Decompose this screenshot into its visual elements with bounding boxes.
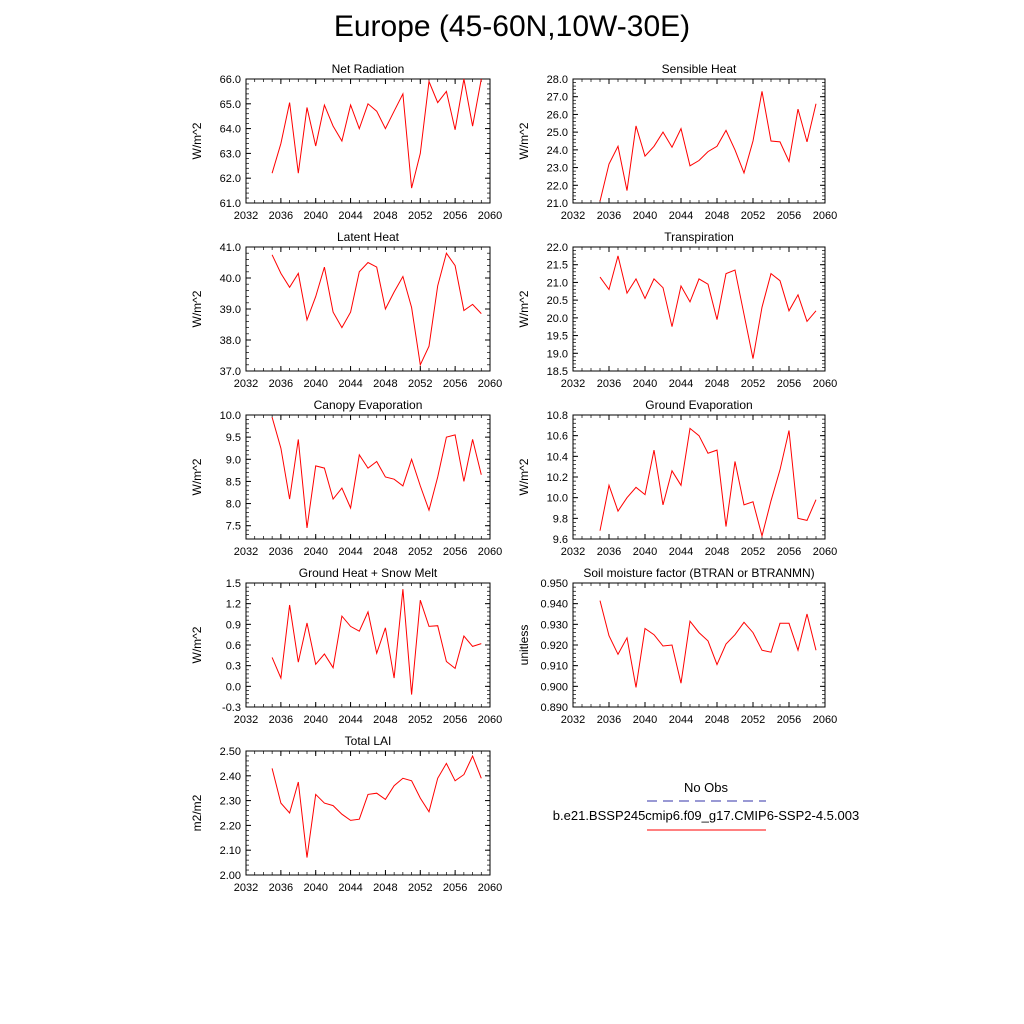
- y-tick-label: 61.0: [219, 198, 241, 210]
- x-tick-label: 2036: [596, 714, 622, 726]
- y-axis-label: unitless: [517, 624, 531, 666]
- panel-title: Soil moisture factor (BTRAN or BTRANMN): [583, 566, 815, 580]
- y-tick-label: 38.0: [219, 335, 241, 347]
- panel-1: [517, 62, 837, 222]
- legend-obs-label: No Obs: [683, 780, 729, 795]
- panel-0: [190, 62, 502, 222]
- panel-4: [190, 398, 502, 558]
- y-tick-label: 2.40: [219, 770, 241, 783]
- y-tick-label: 0.900: [540, 681, 568, 694]
- y-tick-label: 21.0: [546, 277, 568, 290]
- y-tick-label: 62.0: [219, 173, 241, 186]
- x-tick-label: 2032: [233, 378, 259, 390]
- x-tick-label: 2044: [338, 714, 363, 726]
- plot-frame: [246, 751, 490, 875]
- x-tick-label: 2040: [303, 378, 328, 390]
- x-tick-label: 2040: [632, 714, 658, 726]
- y-axis-label: W/m^2: [190, 290, 204, 328]
- x-tick-label: 2032: [560, 546, 586, 558]
- y-tick-label: 27.0: [546, 91, 568, 104]
- x-tick-label: 2048: [373, 714, 398, 726]
- x-tick-label: 2044: [338, 210, 363, 222]
- y-tick-label: 21.0: [546, 198, 568, 210]
- plot-frame: [246, 415, 490, 539]
- series-line: [600, 601, 816, 688]
- y-tick-label: 19.5: [546, 330, 568, 343]
- x-tick-label: 2048: [704, 378, 730, 390]
- x-tick-label: 2052: [408, 714, 433, 726]
- y-axis-label: W/m^2: [190, 458, 204, 496]
- legend-model-label: b.e21.BSSP245cmip6.f09_g17.CMIP6-SSP2-4.5.003: [552, 808, 860, 823]
- plot-frame: [246, 247, 490, 371]
- y-tick-label: 10.4: [546, 451, 568, 464]
- panel-title: Net Radiation: [331, 62, 405, 76]
- x-tick-label: 2056: [442, 546, 468, 558]
- y-axis-label: W/m^2: [517, 290, 531, 328]
- panel-title: Total LAI: [344, 734, 392, 748]
- x-tick-label: 2040: [303, 546, 328, 558]
- x-tick-label: 2032: [233, 882, 259, 894]
- x-tick-label: 2056: [776, 378, 802, 390]
- series-line: [600, 256, 816, 359]
- x-tick-label: 2040: [303, 714, 328, 726]
- panel-8: [190, 734, 502, 894]
- x-tick-label: 2036: [268, 882, 294, 894]
- y-tick-label: 39.0: [219, 304, 241, 316]
- x-tick-label: 2052: [740, 210, 766, 222]
- y-tick-label: 21.5: [546, 259, 568, 272]
- panel-3: [517, 230, 837, 390]
- y-tick-label: 0.3: [225, 660, 241, 673]
- y-tick-label: 2.10: [219, 845, 241, 858]
- y-tick-label: 9.0: [225, 454, 241, 467]
- x-tick-label: 2036: [596, 546, 622, 558]
- plot-frame: [573, 79, 825, 203]
- x-tick-label: 2052: [408, 210, 433, 222]
- y-tick-label: 24.0: [546, 144, 568, 157]
- x-tick-label: 2056: [442, 210, 468, 222]
- x-tick-label: 2036: [268, 546, 294, 558]
- y-tick-label: 0.910: [540, 660, 568, 673]
- plot-frame: [573, 247, 825, 371]
- x-tick-label: 2036: [268, 714, 294, 726]
- panel-2: [190, 230, 502, 390]
- x-tick-label: 2032: [233, 210, 259, 222]
- y-tick-label: -0.3: [222, 702, 241, 714]
- y-tick-label: 66.0: [219, 74, 241, 86]
- panel-title: Transpiration: [664, 230, 734, 244]
- x-tick-label: 2032: [560, 714, 586, 726]
- x-tick-label: 2056: [442, 714, 468, 726]
- x-tick-label: 2052: [740, 714, 766, 726]
- x-tick-label: 2044: [338, 546, 363, 558]
- panel-title: Sensible Heat: [661, 62, 737, 76]
- x-tick-label: 2052: [408, 882, 433, 894]
- y-tick-label: 8.0: [225, 498, 241, 511]
- y-tick-label: 0.9: [225, 619, 241, 632]
- y-tick-label: 26.0: [546, 109, 568, 122]
- y-tick-label: 1.2: [225, 598, 241, 611]
- x-tick-label: 2048: [704, 714, 730, 726]
- x-tick-label: 2044: [668, 546, 694, 558]
- panel-title: Canopy Evaporation: [313, 398, 423, 412]
- y-tick-label: 22.0: [546, 242, 568, 254]
- y-tick-label: 40.0: [219, 273, 241, 285]
- panel-title: Latent Heat: [336, 230, 400, 244]
- panel-7: [517, 566, 837, 726]
- x-tick-label: 2048: [373, 546, 398, 558]
- x-tick-label: 2056: [776, 714, 802, 726]
- x-tick-label: 2060: [477, 546, 503, 558]
- y-tick-label: 9.6: [552, 534, 568, 546]
- x-tick-label: 2040: [632, 378, 658, 390]
- y-tick-label: 2.30: [219, 795, 241, 808]
- y-tick-label: 2.20: [219, 820, 241, 833]
- plot-frame: [246, 583, 490, 707]
- panel-title: Ground Heat + Snow Melt: [298, 566, 438, 580]
- y-tick-label: 10.0: [546, 492, 568, 505]
- y-tick-label: 0.890: [540, 702, 568, 714]
- plot-frame: [573, 583, 825, 707]
- page-title: Europe (45-60N,10W-30E): [333, 10, 691, 43]
- x-tick-label: 2040: [632, 546, 658, 558]
- x-tick-label: 2040: [303, 882, 328, 894]
- y-tick-label: 7.5: [225, 520, 241, 533]
- y-tick-label: 28.0: [546, 74, 568, 86]
- y-axis-label: W/m^2: [190, 122, 204, 160]
- x-tick-label: 2060: [812, 378, 838, 390]
- y-tick-label: 1.5: [225, 578, 241, 590]
- y-tick-label: 0.0: [225, 681, 241, 694]
- x-tick-label: 2060: [812, 210, 838, 222]
- y-tick-label: 9.5: [225, 432, 241, 445]
- x-tick-label: 2056: [776, 210, 802, 222]
- series-line: [272, 79, 481, 188]
- y-tick-label: 8.5: [225, 476, 241, 489]
- y-tick-label: 20.5: [546, 295, 568, 308]
- x-tick-label: 2036: [268, 210, 294, 222]
- y-tick-label: 2.50: [219, 746, 241, 758]
- x-tick-label: 2060: [477, 714, 503, 726]
- y-tick-label: 18.5: [546, 366, 568, 378]
- y-tick-label: 23.0: [546, 162, 568, 175]
- x-tick-label: 2044: [668, 378, 694, 390]
- x-tick-label: 2036: [596, 210, 622, 222]
- x-tick-label: 2060: [812, 714, 838, 726]
- y-tick-label: 65.0: [219, 98, 241, 111]
- x-tick-label: 2040: [632, 210, 658, 222]
- y-tick-label: 64.0: [219, 123, 241, 136]
- x-tick-label: 2048: [373, 882, 398, 894]
- y-tick-label: 0.950: [540, 578, 568, 590]
- x-tick-label: 2032: [560, 378, 586, 390]
- x-tick-label: 2048: [704, 546, 730, 558]
- y-tick-label: 10.8: [546, 410, 568, 422]
- plot-frame: [573, 415, 825, 539]
- x-tick-label: 2044: [338, 882, 363, 894]
- y-axis-label: W/m^2: [517, 122, 531, 160]
- y-tick-label: 9.8: [552, 513, 568, 526]
- x-tick-label: 2052: [740, 378, 766, 390]
- y-tick-label: 25.0: [546, 127, 568, 140]
- x-tick-label: 2048: [373, 378, 398, 390]
- x-tick-label: 2052: [408, 378, 433, 390]
- plot-frame: [246, 79, 490, 203]
- y-axis-label: W/m^2: [517, 458, 531, 496]
- y-tick-label: 41.0: [219, 242, 241, 254]
- y-tick-label: 0.940: [540, 598, 568, 611]
- series-line: [272, 756, 481, 858]
- y-tick-label: 2.00: [219, 870, 241, 882]
- x-tick-label: 2032: [233, 546, 259, 558]
- x-tick-label: 2040: [303, 210, 328, 222]
- y-tick-label: 0.6: [225, 640, 241, 652]
- y-tick-label: 19.0: [546, 348, 568, 361]
- series-line: [600, 91, 816, 201]
- x-tick-label: 2032: [233, 714, 259, 726]
- legend: [553, 780, 859, 830]
- panel-5: [517, 398, 837, 558]
- y-tick-label: 0.930: [540, 619, 568, 632]
- y-tick-label: 37.0: [219, 366, 241, 378]
- x-tick-label: 2048: [373, 210, 398, 222]
- y-tick-label: 10.0: [219, 410, 241, 422]
- panel-6: [190, 566, 502, 726]
- series-line: [272, 589, 481, 694]
- x-tick-label: 2044: [668, 210, 694, 222]
- y-tick-label: 0.920: [540, 640, 568, 652]
- x-tick-label: 2036: [596, 378, 622, 390]
- y-axis-label: m2/m2: [190, 794, 204, 832]
- panel-title: Ground Evaporation: [645, 398, 753, 412]
- x-tick-label: 2032: [560, 210, 586, 222]
- x-tick-label: 2060: [812, 546, 838, 558]
- y-tick-label: 10.6: [546, 430, 568, 443]
- y-axis-label: W/m^2: [190, 626, 204, 664]
- y-tick-label: 63.0: [219, 148, 241, 161]
- x-tick-label: 2056: [442, 378, 468, 390]
- x-tick-label: 2036: [268, 378, 294, 390]
- x-tick-label: 2052: [408, 546, 433, 558]
- x-tick-label: 2052: [740, 546, 766, 558]
- series-line: [272, 417, 481, 528]
- x-tick-label: 2044: [338, 378, 363, 390]
- x-tick-label: 2056: [776, 546, 802, 558]
- y-tick-label: 22.0: [546, 180, 568, 193]
- series-line: [600, 428, 816, 536]
- x-tick-label: 2048: [704, 210, 730, 222]
- x-tick-label: 2060: [477, 210, 503, 222]
- x-tick-label: 2060: [477, 882, 503, 894]
- x-tick-label: 2056: [442, 882, 468, 894]
- y-tick-label: 20.0: [546, 312, 568, 325]
- x-tick-label: 2044: [668, 714, 694, 726]
- y-tick-label: 10.2: [546, 472, 568, 484]
- series-line: [272, 253, 481, 365]
- x-tick-label: 2060: [477, 378, 503, 390]
